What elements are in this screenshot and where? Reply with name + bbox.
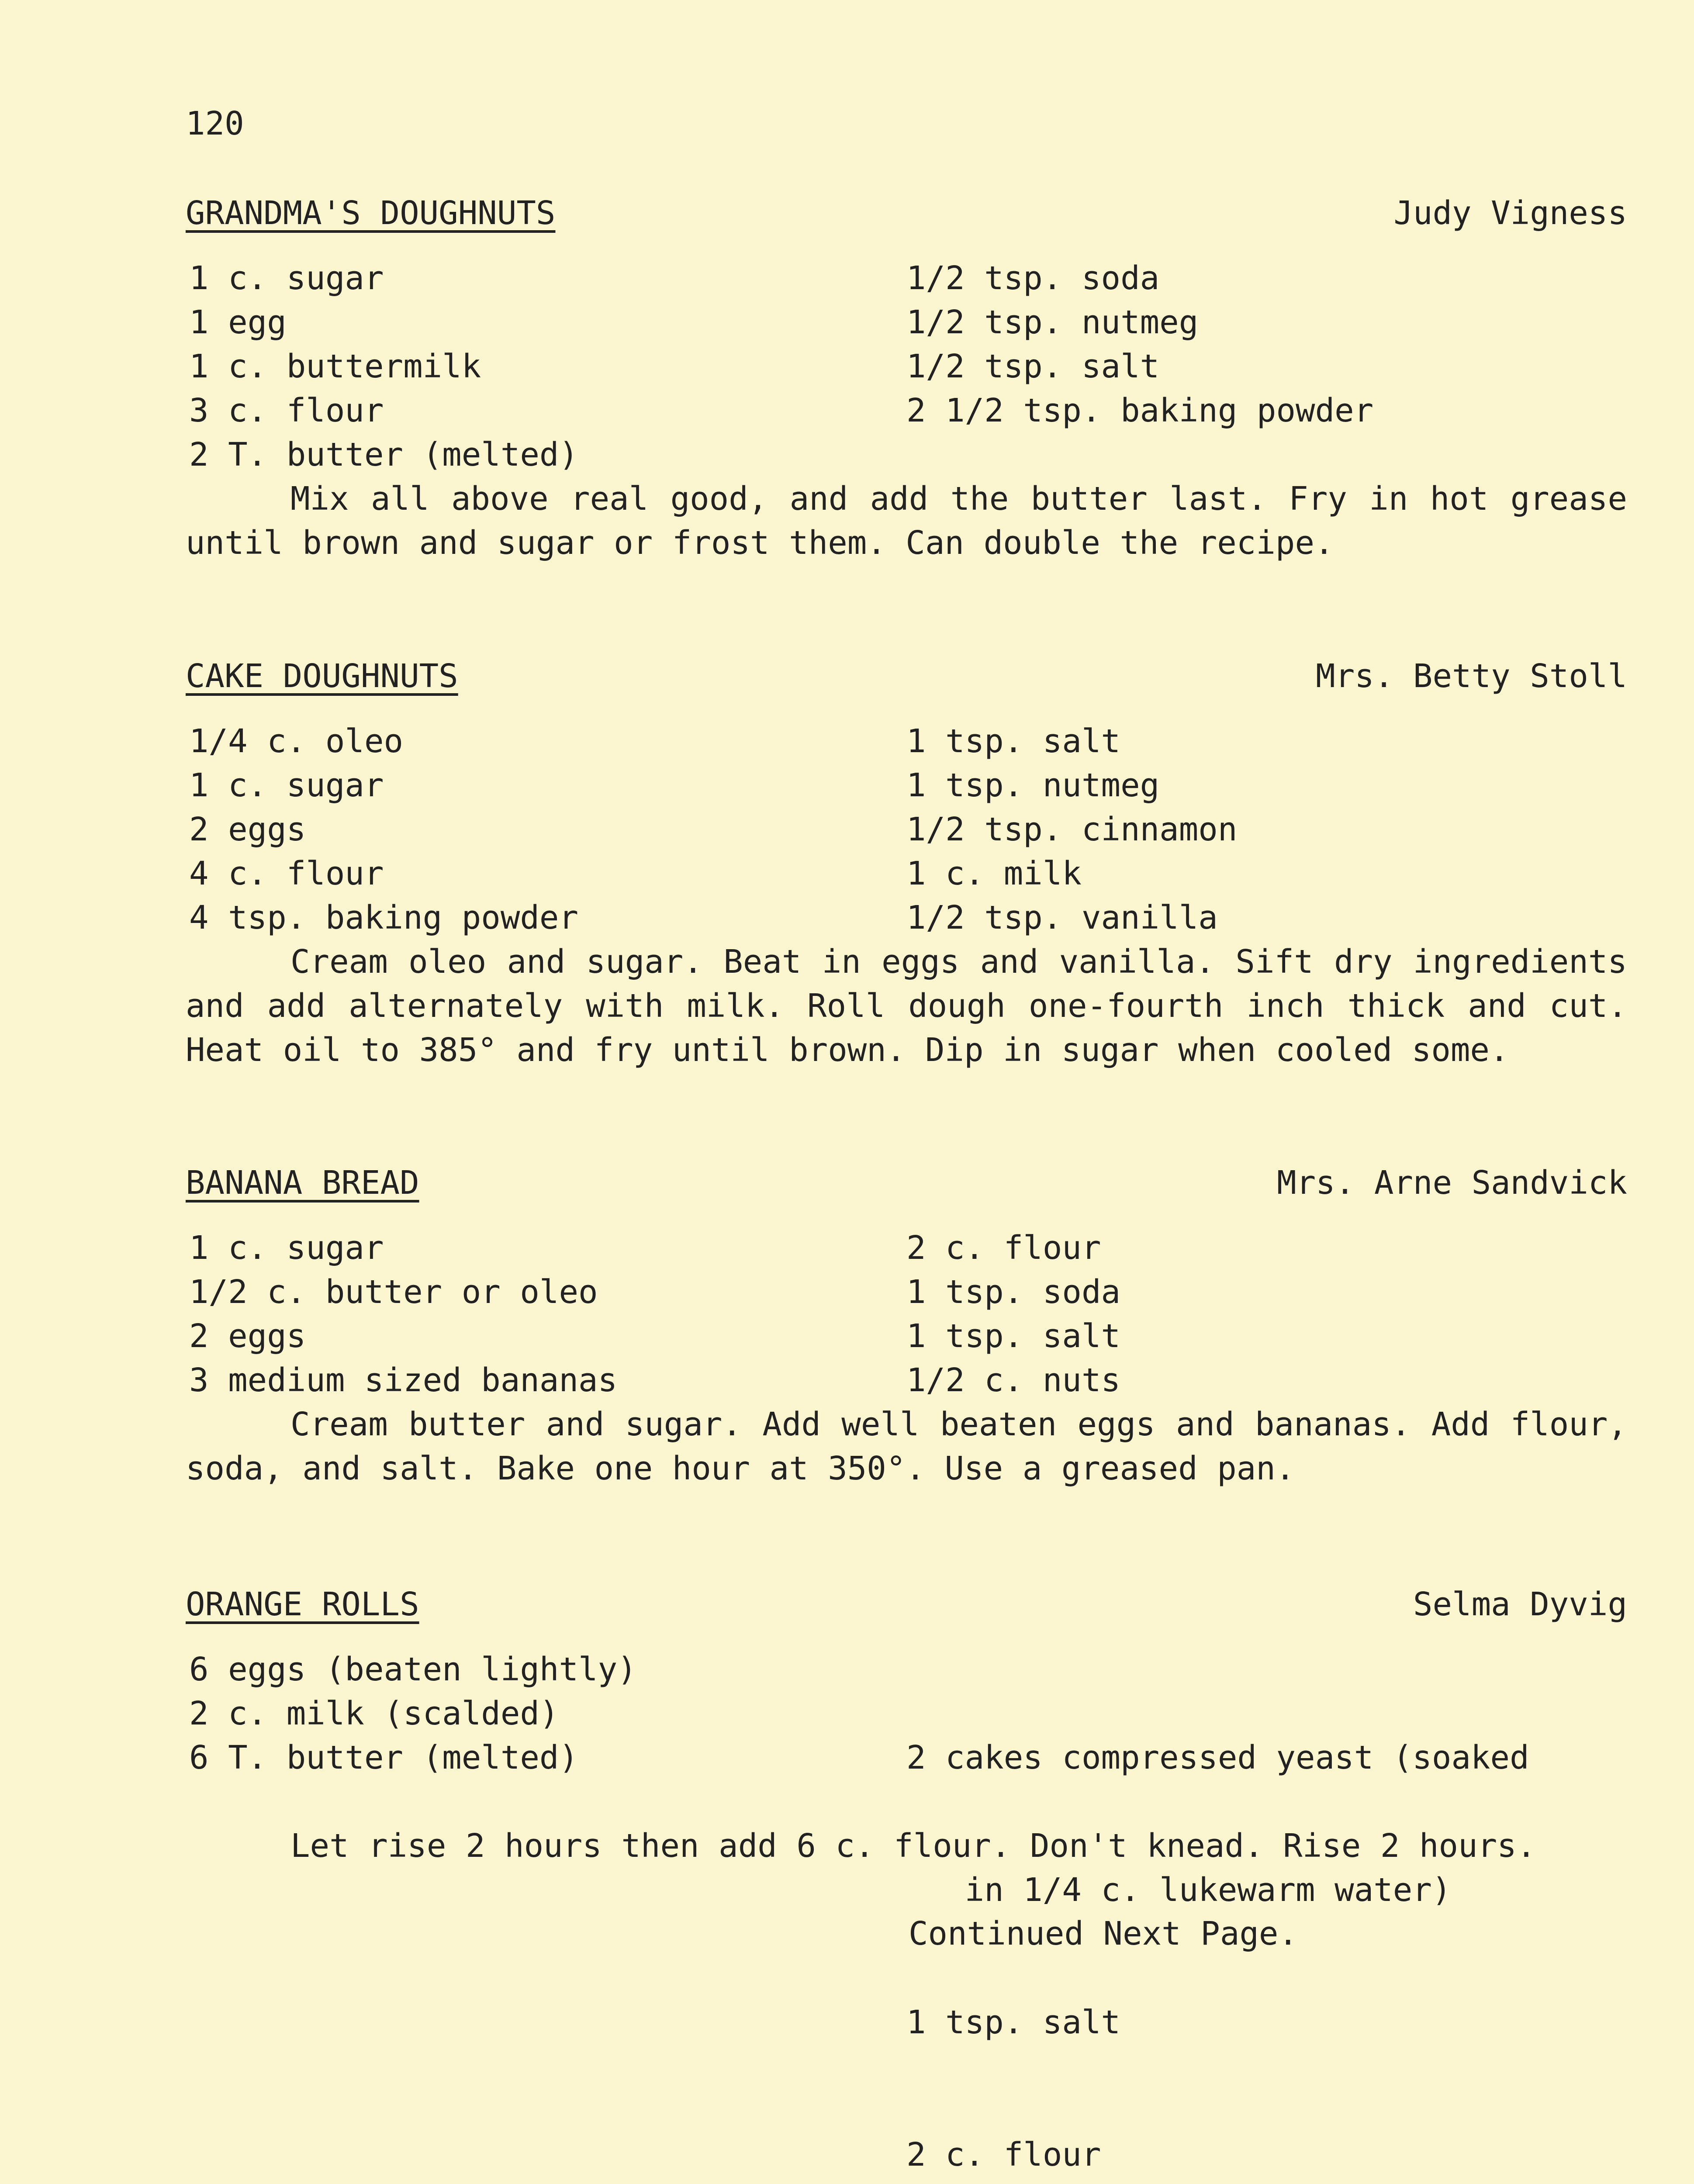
- ingredients-right: [906, 719, 1237, 940]
- ingredient: 2 c. flour: [906, 2136, 1101, 2174]
- page-number: 120: [186, 105, 244, 142]
- recipe-title: ORANGE ROLLS: [186, 1586, 419, 1623]
- ingredients-left: [189, 256, 578, 477]
- ingredient: 2 eggs: [189, 811, 306, 848]
- recipe-author: Judy Vigness: [1393, 194, 1627, 232]
- ingredient: 1 tsp. salt: [906, 722, 1121, 760]
- ingredient: 2 cakes compressed yeast (soaked: [906, 1739, 1529, 1776]
- ingredients-left: [189, 719, 578, 940]
- ingredient: 3 c. flour: [189, 392, 384, 429]
- recipe-instructions: Cream butter and sugar. Add well beaten eggs and bananas. Add flour, soda, and salt. Bake one hour at 350°. Use a greased pan.: [186, 1406, 1627, 1487]
- recipe-instructions: Let rise 2 hours then add 6 c. flour. Don't knead. Rise 2 hours.: [290, 1827, 1536, 1865]
- ingredient: 1/2 c. butter or oleo: [189, 1273, 598, 1311]
- ingredient: 6 T. butter (melted): [189, 1739, 579, 1776]
- ingredient: 1 tsp. salt: [906, 2004, 1121, 2041]
- recipe-author: Selma Dyvig: [1413, 1586, 1627, 1623]
- recipe-instructions: Mix all above real good, and add the butter last. Fry in hot grease until brown and sugar or frost them. Can double the recipe.: [186, 480, 1627, 562]
- ingredient: 3 medium sized bananas: [189, 1362, 618, 1399]
- ingredient: 2 T. butter (melted): [189, 436, 579, 473]
- recipe-title: CAKE DOUGHNUTS: [186, 657, 458, 695]
- ingredient: 1 c. buttermilk: [189, 348, 481, 385]
- ingredient: 4 c. flour: [189, 855, 384, 892]
- ingredient: 1 egg: [189, 304, 287, 341]
- ingredients-right: [906, 256, 1373, 433]
- ingredient: 1/2 tsp. soda: [906, 259, 1160, 297]
- ingredient: 1/2 tsp. cinnamon: [906, 811, 1238, 848]
- recipe-author: Mrs. Arne Sandvick: [1277, 1164, 1627, 1202]
- ingredient: 1/4 c. oleo: [189, 722, 404, 760]
- recipe-instructions: Cream oleo and sugar. Beat in eggs and vanilla. Sift dry ingredients and add alternately with milk. Roll dough one-fourth inch thick and cut. Heat oil to 385° and fry until brown. Dip in sugar when cooled some.: [186, 943, 1627, 1069]
- ingredient: 2 c. flour: [906, 1229, 1101, 1267]
- ingredient: 1 tsp. soda: [906, 1273, 1121, 1311]
- recipe-title: GRANDMA'S DOUGHNUTS: [186, 194, 556, 232]
- recipe-author: Mrs. Betty Stoll: [1316, 657, 1627, 695]
- ingredient: 1/2 tsp. salt: [906, 348, 1160, 385]
- ingredient: 4 tsp. baking powder: [189, 899, 579, 936]
- continued-note: Continued Next Page.: [909, 1915, 1298, 1952]
- ingredient: 1/2 tsp. vanilla: [906, 899, 1218, 936]
- ingredient: 1/2 c. nuts: [906, 1362, 1121, 1399]
- ingredient: 1/2 tsp. nutmeg: [906, 304, 1199, 341]
- recipe-cake-doughnuts: [186, 657, 1627, 1072]
- ingredient: 6 eggs (beaten lightly): [189, 1651, 637, 1688]
- ingredient: 1 c. milk: [906, 855, 1082, 892]
- ingredient: 1 c. sugar: [189, 767, 384, 804]
- ingredient: 1 tsp. salt: [906, 1317, 1121, 1355]
- ingredient: in 1/4 c. lukewarm water): [906, 1871, 1452, 1909]
- recipe-grandmas-doughnuts: [186, 194, 1627, 565]
- ingredient: 2 eggs: [189, 1317, 306, 1355]
- ingredient: 1 c. sugar: [189, 259, 384, 297]
- ingredient: 2 1/2 tsp. baking powder: [906, 392, 1374, 429]
- ingredient: 2 c. milk (scalded): [189, 1695, 559, 1732]
- recipe-banana-bread: [186, 1164, 1627, 1491]
- ingredients-left: [189, 1226, 617, 1403]
- ingredient: 1 c. sugar: [189, 1229, 384, 1267]
- ingredients-right: [906, 1226, 1120, 1403]
- recipe-title: BANANA BREAD: [186, 1164, 419, 1202]
- ingredient: 1 tsp. nutmeg: [906, 767, 1160, 804]
- ingredients-left: [189, 1648, 637, 1780]
